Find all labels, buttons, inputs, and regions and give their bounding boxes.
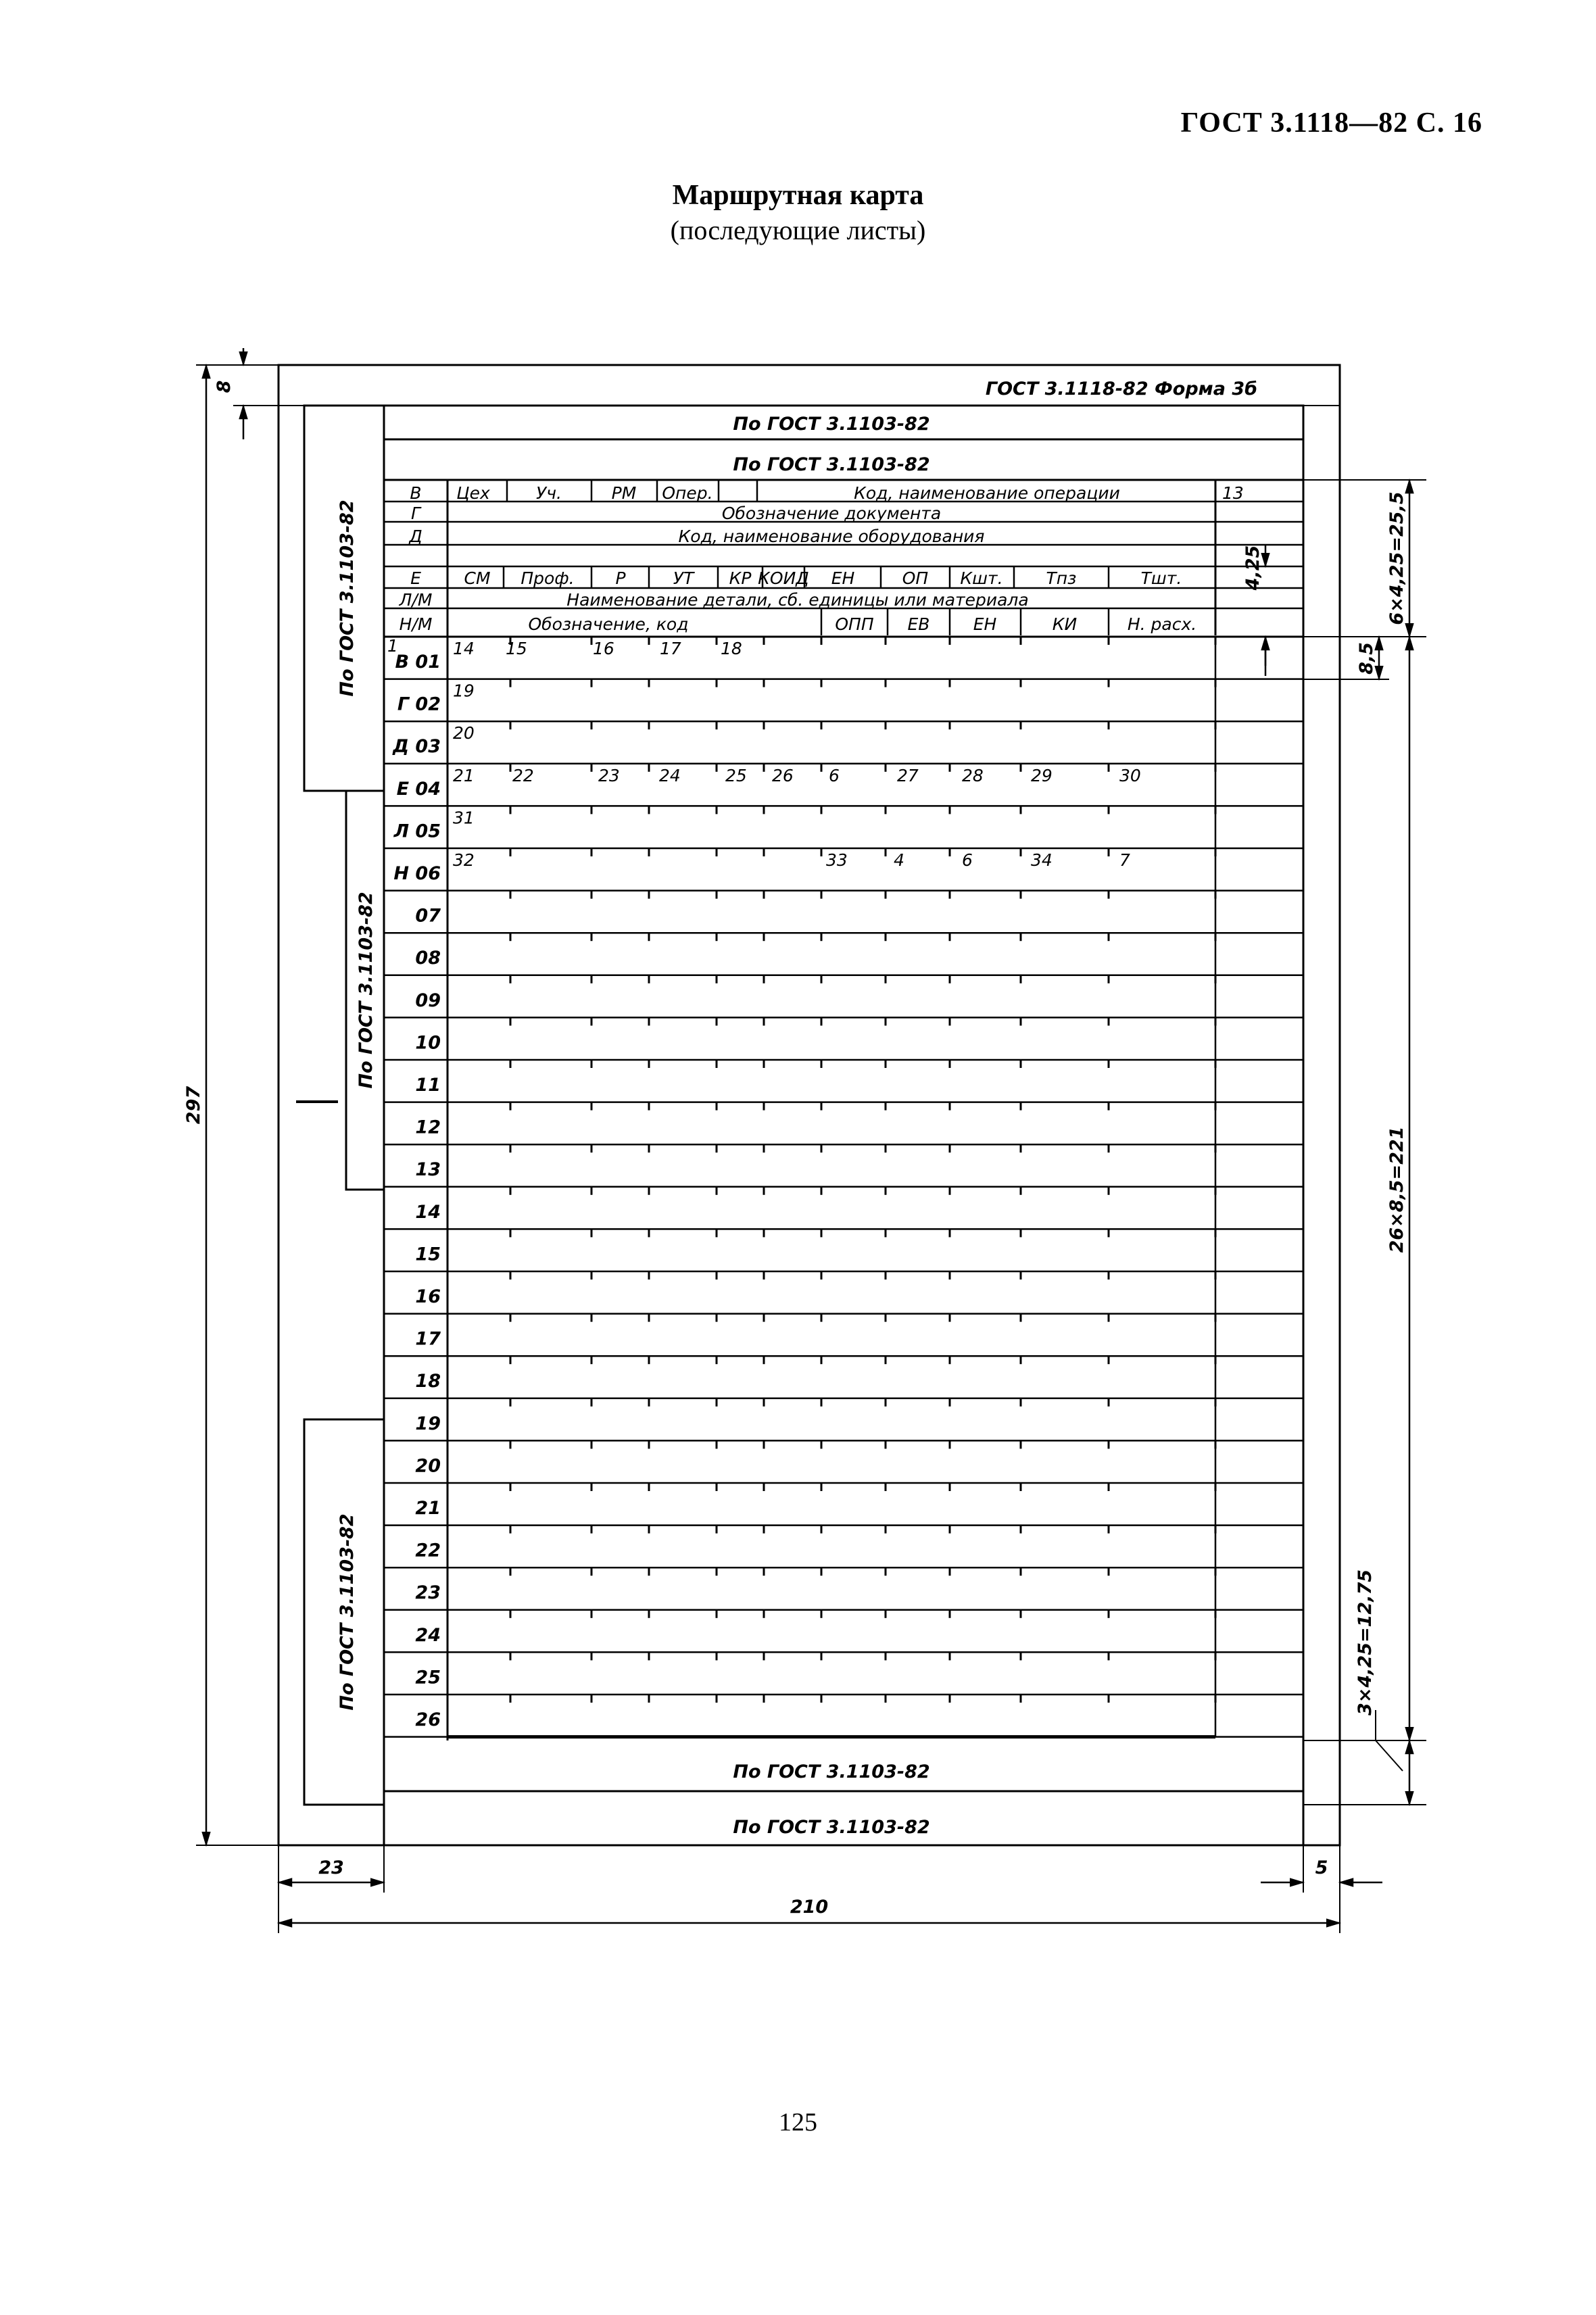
- header-cell-e: Р: [615, 568, 626, 588]
- marker-e: Е: [410, 568, 421, 588]
- row-label: 24: [415, 1624, 441, 1646]
- form-label: ГОСТ 3.1118-82 Форма 3б: [985, 379, 1257, 399]
- header-cell-v: Код, наименование операции: [854, 483, 1120, 503]
- row5-number: 31: [453, 808, 475, 828]
- dim-body-row-height: 8,5: [1356, 642, 1377, 675]
- row-label: 14: [415, 1201, 441, 1223]
- side-stamp-middle: По ГОСТ 3.1103-82: [356, 892, 377, 1089]
- row-label: 20: [415, 1455, 441, 1477]
- row-label: 13: [415, 1159, 441, 1181]
- row1-number: 14: [453, 639, 475, 658]
- marker-nm: Н/М: [399, 614, 433, 634]
- row-label: 17: [415, 1328, 441, 1350]
- dim-header-rows: 6×4,25=25,5: [1386, 491, 1407, 625]
- dim-leader-line: [1376, 1740, 1403, 1771]
- dim-left-margin: 23: [318, 1857, 344, 1878]
- row-label: 11: [415, 1075, 441, 1096]
- header-cell-e: КОИД: [758, 568, 809, 588]
- marker-lm: Л/М: [399, 590, 433, 610]
- header-cell-e: Тшт.: [1140, 568, 1182, 588]
- row-label: В 01: [395, 652, 441, 673]
- row-label: Л 05: [393, 821, 441, 842]
- row-label: 21: [415, 1498, 441, 1519]
- dim-right-margin: 5: [1315, 1857, 1328, 1878]
- row-label: 10: [415, 1032, 441, 1054]
- side-stamp-upper: По ГОСТ 3.1103-82: [337, 499, 358, 697]
- row-label: 22: [415, 1540, 441, 1561]
- header-cell-nm: КИ: [1052, 614, 1078, 634]
- row-label: 08: [415, 948, 441, 969]
- dim-height-total: 297: [183, 1086, 204, 1125]
- row1-number: 15: [506, 639, 527, 658]
- document-title: Маршрутная карта: [672, 180, 924, 211]
- row4-number: 26: [772, 765, 794, 785]
- top-ref-1: По ГОСТ 3.1103-82: [733, 414, 930, 435]
- row4-number: 25: [725, 765, 747, 785]
- row-label: Д 03: [392, 736, 441, 758]
- row-label: 25: [415, 1667, 441, 1688]
- header-cell-e: Тпз: [1046, 568, 1077, 588]
- header-cell-e: ОП: [902, 568, 929, 588]
- row1-number: 18: [721, 639, 742, 658]
- header-cell-e: КР: [729, 568, 752, 588]
- bottom-ref-2: По ГОСТ 3.1103-82: [733, 1817, 930, 1838]
- header-cell-e: Проф.: [521, 568, 575, 588]
- marker-d: Д: [409, 527, 422, 546]
- row-label: 09: [415, 990, 441, 1011]
- header-cell-e: Кшт.: [960, 568, 1003, 588]
- dim-footer-rows: 3×4,25=12,75: [1355, 1569, 1376, 1716]
- row4-number: 29: [1031, 765, 1053, 785]
- row-label: Г 02: [397, 693, 441, 715]
- dim-width-total: 210: [790, 1897, 829, 1918]
- header-part-name: Наименование детали, сб. единицы или материала: [566, 590, 1029, 610]
- row4-number: 21: [453, 765, 475, 785]
- header-cell-v: Уч.: [536, 483, 562, 503]
- header-cell-nm: ОПП: [835, 614, 874, 634]
- row-label: 23: [415, 1582, 441, 1604]
- row-label: 15: [415, 1244, 441, 1265]
- header-extra-13: 13: [1222, 483, 1244, 503]
- row1-number: 16: [593, 639, 614, 658]
- row-label: Е 04: [396, 778, 441, 800]
- row4-number: 28: [962, 765, 984, 785]
- row-label: 26: [415, 1709, 441, 1730]
- row-label: Н 06: [393, 863, 441, 884]
- row4-number: 23: [598, 765, 620, 785]
- row-label: 07: [415, 905, 441, 927]
- side-stamp-lower: По ГОСТ 3.1103-82: [337, 1513, 358, 1711]
- row4-number: 6: [829, 765, 840, 785]
- dim-top-margin: 8: [214, 380, 235, 393]
- row6-number: 6: [962, 850, 973, 870]
- header-cell-nm: ЕВ: [907, 614, 930, 634]
- header-cell-v: РМ: [611, 483, 637, 503]
- row6-number: 4: [894, 850, 904, 870]
- row3-number: 20: [453, 723, 475, 744]
- row6-number: 34: [1031, 850, 1053, 870]
- document-subtitle: (последующие листы): [670, 215, 926, 245]
- header-cell-nm: ЕН: [973, 614, 997, 634]
- row-label: 18: [415, 1371, 441, 1392]
- header-cell-e: ЕН: [831, 568, 855, 588]
- page-number: 125: [779, 2108, 817, 2137]
- marker-v: В: [410, 483, 422, 503]
- row6-number: 33: [826, 850, 848, 870]
- header-cell-e: СМ: [464, 568, 491, 588]
- row6-number: 32: [453, 850, 475, 870]
- header-designation-code: Обозначение, код: [528, 614, 689, 634]
- header-cell-e: УТ: [673, 568, 694, 588]
- row4-number: 22: [512, 765, 534, 785]
- header-cell-v: Опер.: [662, 483, 713, 503]
- page-header: ГОСТ 3.1118—82 С. 16: [1180, 107, 1482, 139]
- row-label: 16: [415, 1286, 441, 1307]
- header-cell-nm: Н. расх.: [1127, 614, 1197, 634]
- bottom-ref-1: По ГОСТ 3.1103-82: [733, 1761, 930, 1782]
- row4-number: 27: [897, 765, 919, 785]
- marker-g: Г: [411, 504, 420, 523]
- header-equipment: Код, наименование оборудования: [678, 527, 985, 546]
- row6-number: 7: [1119, 850, 1130, 870]
- row4-number: 24: [659, 765, 681, 785]
- header-cell-v: Цех: [456, 483, 490, 503]
- header-document-designation: Обозначение документа: [721, 504, 942, 523]
- row-corner-number: 1: [387, 636, 398, 656]
- row2-number: 19: [453, 681, 475, 701]
- dim-body-rows: 26×8,5=221: [1386, 1126, 1407, 1253]
- row-label: 12: [415, 1117, 441, 1138]
- row4-number: 30: [1119, 765, 1141, 785]
- top-ref-2: По ГОСТ 3.1103-82: [733, 454, 930, 475]
- dim-row-height: 4,25: [1242, 545, 1263, 591]
- row-label: 19: [415, 1413, 441, 1434]
- row1-number: 17: [660, 639, 681, 658]
